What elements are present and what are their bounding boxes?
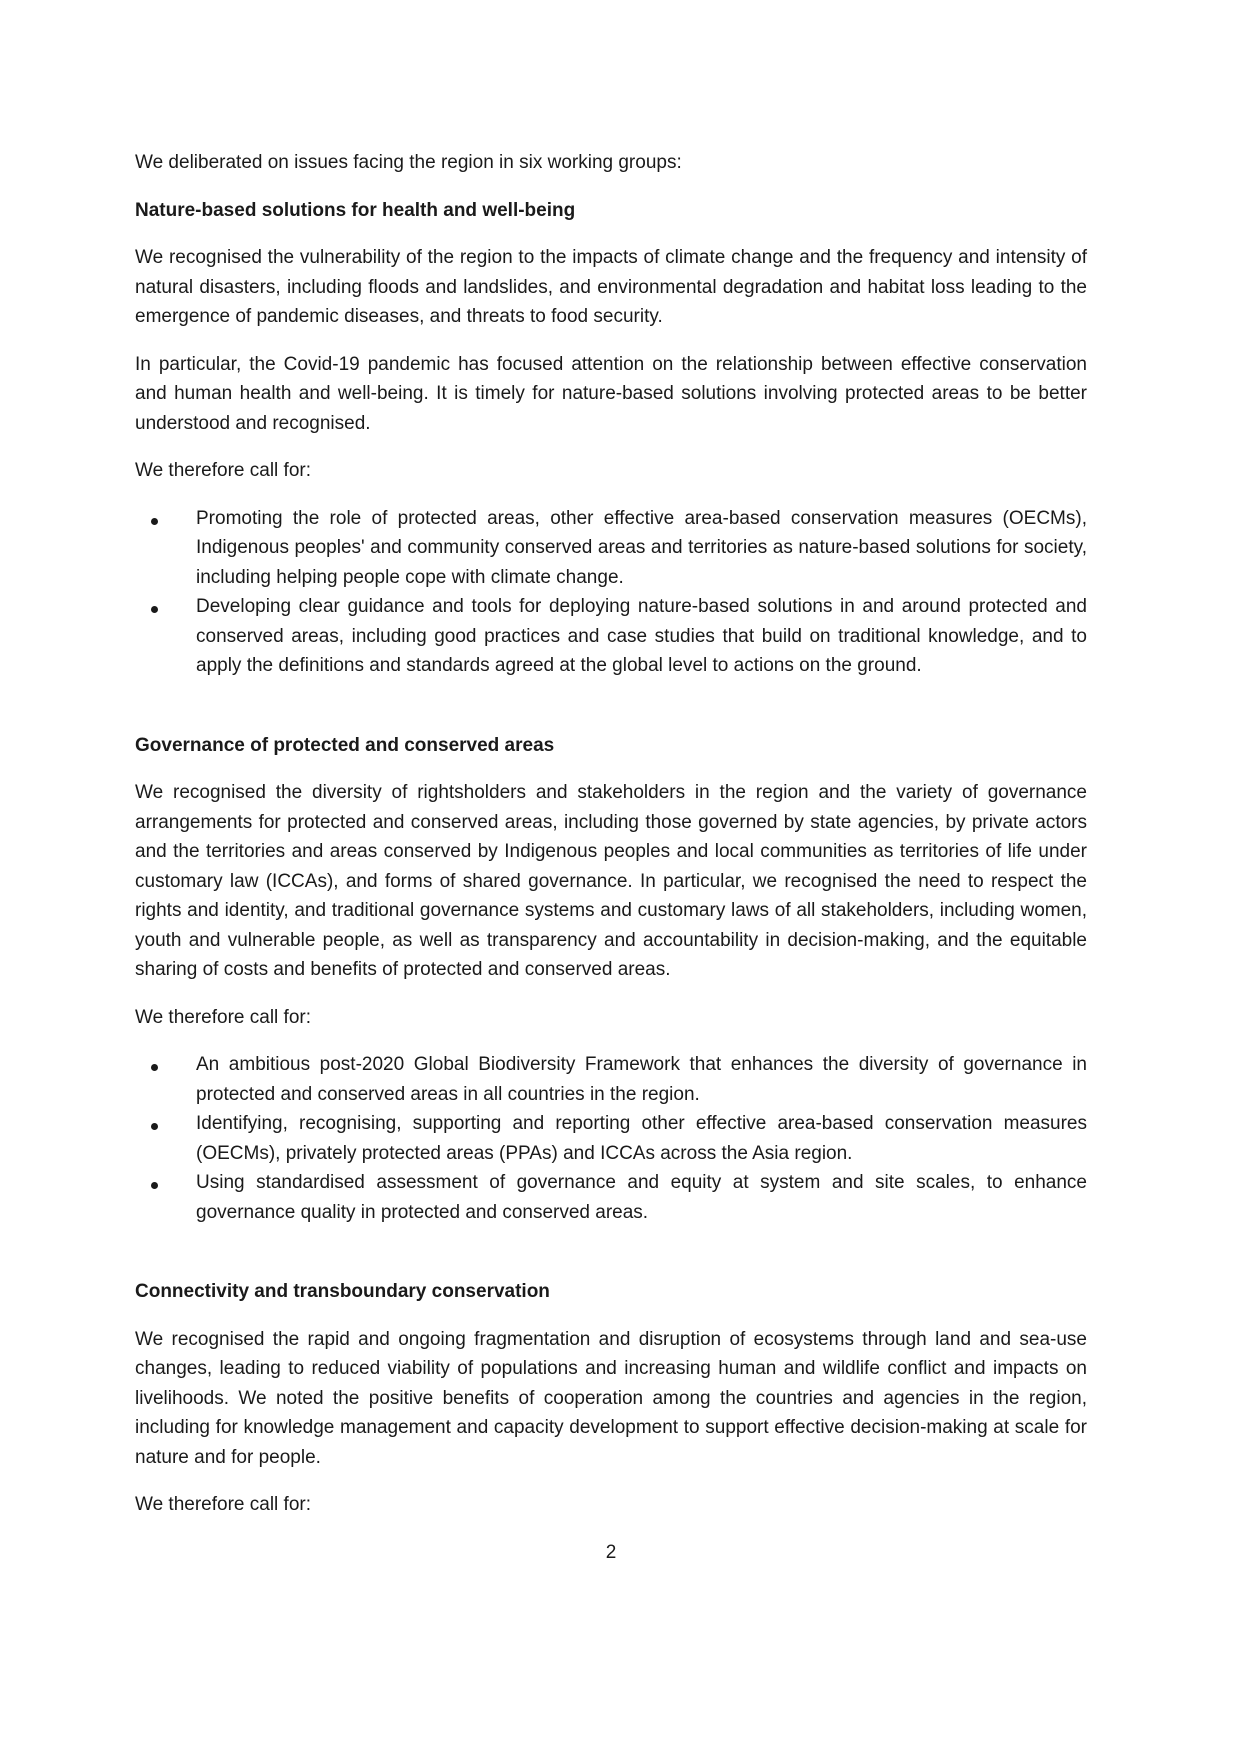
section-nature-based-solutions [135,196,1087,681]
section-connectivity [135,1277,1087,1520]
bullet-list [135,504,1087,681]
section-governance [135,731,1087,1228]
call-for-line: We therefore call for: [135,1006,312,1028]
call-for-line: We therefore call for: [135,460,312,481]
bullet-item: Promoting the role of protected areas, other effective area-based conservation measures (OECMs), Indigenous peoples' and community conserved areas and territories as nature-based solutions for society, including helping people cope with climate change. [135,504,1087,593]
bullet-item: Identifying, recognising, supporting and reporting other effective area-based conservation measures (OECMs), privately protected areas (PPAs) and ICCAs across the Asia region. [135,1109,1087,1168]
bullet-item: Using standardised assessment of governance and equity at system and site scales, to enhance governance quality in protected and conserved areas. [135,1168,1087,1227]
paragraph: We recognised the rapid and ongoing fragmentation and disruption of ecosystems through land and sea-use changes, leading to reduced viability of populations and increasing human and wildlife conflict and impacts on livelihoods. We noted the positive benefits of cooperation among the countries and agencies in the region, including for knowledge management and capacity development to support effective decision-making at scale for nature and for people. [135,1328,1087,1468]
paragraph: We recognised the vulnerability of the region to the impacts of climate change and the frequency and intensity of natural disasters, including floods and landslides, and environmental degradation and habitat loss leading to the emergence of pandemic diseases, and threats to food security. [135,247,1087,327]
paragraph: In particular, the Covid-19 pandemic has focused attention on the relationship between effective conservation and human health and well-being. It is timely for nature-based solutions involving protected areas to be better understood and recognised. [135,353,1087,434]
bullet-item: Developing clear guidance and tools for deploying nature-based solutions in and around protected and conserved areas, including good practices and case studies that build on traditional knowledge, and to apply the definitions and standards agreed at the global level to actions on the ground. [135,592,1087,681]
section-heading: Governance of protected and conserved areas [135,734,555,756]
paragraph: We recognised the diversity of rightsholders and stakeholders in the region and the variety of governance arrangements for protected and conserved areas, including those governed by state agencies, by private actors and the territories and areas conserved by Indigenous peoples and local communities as territories of life under customary law (ICCAs), and forms of shared governance. In particular, we recognised the need to respect the rights and identity, and traditional governance systems and customary laws of all stakeholders, including women, youth and vulnerable people, as well as transparency and accountability in decision-making, and the equitable sharing of costs and benefits of protected and conserved areas. [135,782,1087,980]
section-heading: Nature-based solutions for health and well-being [135,199,576,221]
intro-paragraph: We deliberated on issues facing the region in six working groups: [135,152,682,173]
bullet-item: An ambitious post-2020 Global Biodiversity Framework that enhances the diversity of governance in protected and conserved areas in all countries in the region. [135,1050,1087,1109]
bullet-list [135,1050,1087,1227]
call-for-line: We therefore call for: [135,1494,312,1515]
page-number: 2 [605,1541,617,1563]
section-heading: Connectivity and transboundary conservation [135,1281,550,1302]
